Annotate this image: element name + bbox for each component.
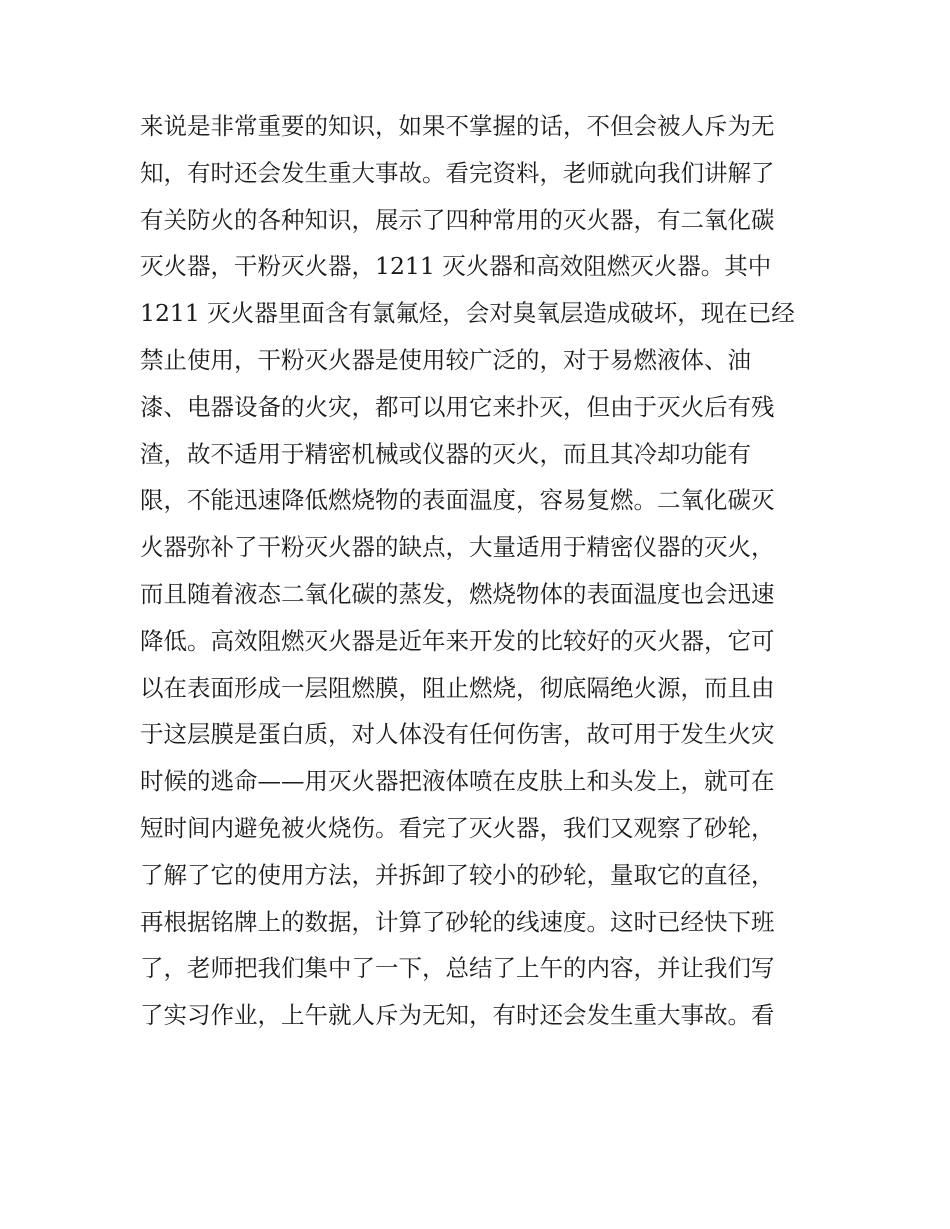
text-line: 了解了它的使用方法，并拆卸了较小的砂轮，量取它的直径， <box>140 860 775 889</box>
text-line: 短时间内避免被火烧伤。看完了灭火器，我们又观察了砂轮， <box>140 813 775 842</box>
text-line: 知，有时还会发生重大事故。看完资料，老师就向我们讲解了 <box>140 158 775 187</box>
text-line: 禁止使用，干粉灭火器是使用较广泛的，对于易燃液体、油 <box>140 345 751 374</box>
text-line: 再根据铭牌上的数据，计算了砂轮的线速度。这时已经快下班 <box>140 907 775 936</box>
text-line: 限，不能迅速降低燃烧物的表面温度，容易复燃。二氧化碳灭 <box>140 486 775 515</box>
text-line: 火器弥补了干粉灭火器的缺点，大量适用于精密仪器的灭火， <box>140 533 775 562</box>
text-line: 1211 灭火器里面含有氯氟烃，会对臭氧层造成破坏，现在已经 <box>140 299 795 328</box>
text-line: 以在表面形成一层阻燃膜，阻止燃烧，彻底隔绝火源，而且由 <box>140 673 775 702</box>
text-line: 而且随着液态二氧化碳的蒸发，燃烧物体的表面温度也会迅速 <box>140 579 775 608</box>
text-line: 了，老师把我们集中了一下，总结了上午的内容，并让我们写 <box>140 954 775 983</box>
text-line: 降低。高效阻燃灭火器是近年来开发的比较好的灭火器，它可 <box>140 626 775 655</box>
text-line: 于这层膜是蛋白质，对人体没有任何伤害，故可用于发生火灾 <box>140 720 775 749</box>
text-line: 来说是非常重要的知识，如果不掌握的话，不但会被人斥为无 <box>140 112 775 140</box>
body-text <box>140 103 820 1039</box>
text-line: 漆、电器设备的火灾，都可以用它来扑灭，但由于灭火后有残 <box>140 392 775 421</box>
text-line: 时候的逃命——用灭火器把液体喷在皮肤上和头发上，就可在 <box>140 767 775 796</box>
text-line: 渣，故不适用于精密机械或仪器的灭火，而且其冷却功能有 <box>140 439 751 468</box>
text-line: 有关防火的各种知识，展示了四种常用的灭火器，有二氧化碳 <box>140 205 775 234</box>
text-line: 灭火器，干粉灭火器，1211 灭火器和高效阻燃灭火器。其中 <box>140 252 772 281</box>
text-line: 了实习作业，上午就人斥为无知，有时还会发生重大事故。看 <box>140 1001 775 1030</box>
